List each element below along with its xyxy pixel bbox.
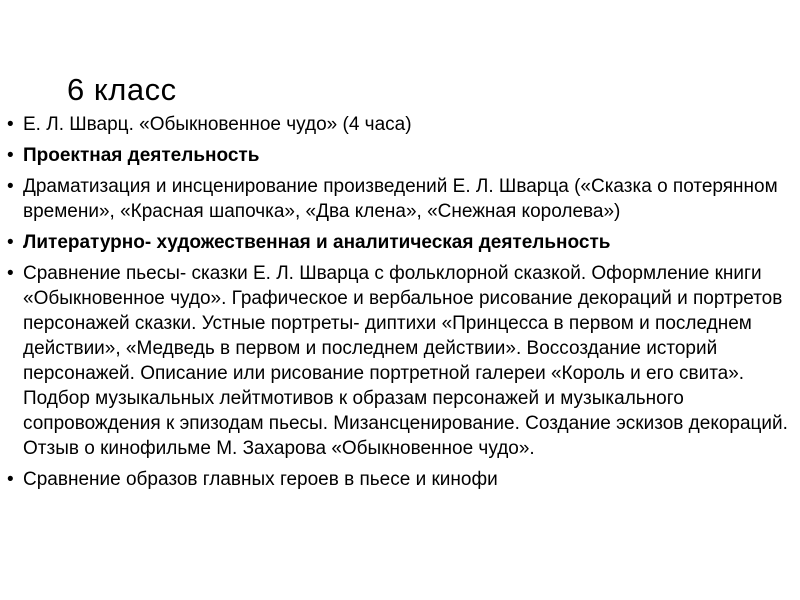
bullet-item <box>0 174 800 224</box>
bullet-list <box>0 112 800 498</box>
bullet-item <box>0 112 800 137</box>
bullet-dot-icon: • <box>7 469 14 490</box>
bullet-text: Проектная деятельность <box>23 145 260 166</box>
bullet-item <box>0 143 800 168</box>
bullet-text: Сравнение пьесы- сказки Е. Л. Шварца с фольклорной сказкой. Оформление книги «Обыкновенное чудо». Графическое и вербальное рисование декораций и портретов персонажей сказки. Устные портреты- диптихи «Принцесса в первом и последнем действии», «Медведь в первом и последнем действии». Воссоздание историй персонажей. Описание или рисование портретной галереи «Король и его свита». Подбор музыкальных лейтмотивов к образам персонажей и музыкального сопровождения к эпизодам пьесы. Мизансценирование. Создание эскизов декораций. Отзыв о кинофильме М. Захарова «Обыкновенное чудо». <box>23 263 788 459</box>
bullet-item <box>0 261 800 461</box>
bullet-dot-icon: • <box>7 232 14 253</box>
bullet-dot-icon: • <box>7 263 14 284</box>
bullet-text: Литературно- художественная и аналитическая деятельность <box>23 232 611 253</box>
bullet-dot-icon: • <box>7 145 14 166</box>
bullet-text: Драматизация и инсценирование произведений Е. Л. Шварца («Сказка о потерянном времени», «Красная шапочка», «Два клена», «Снежная королева») <box>23 176 778 222</box>
slide-title: 6 класс <box>67 72 177 107</box>
bullet-item <box>0 230 800 255</box>
bullet-dot-icon: • <box>7 114 14 135</box>
bullet-dot-icon: • <box>7 176 14 197</box>
bullet-text: Е. Л. Шварц. «Обыкновенное чудо» (4 часа) <box>23 114 412 135</box>
bullet-item <box>0 467 800 492</box>
bullet-text: Сравнение образов главных героев в пьесе и кинофи <box>23 469 498 490</box>
